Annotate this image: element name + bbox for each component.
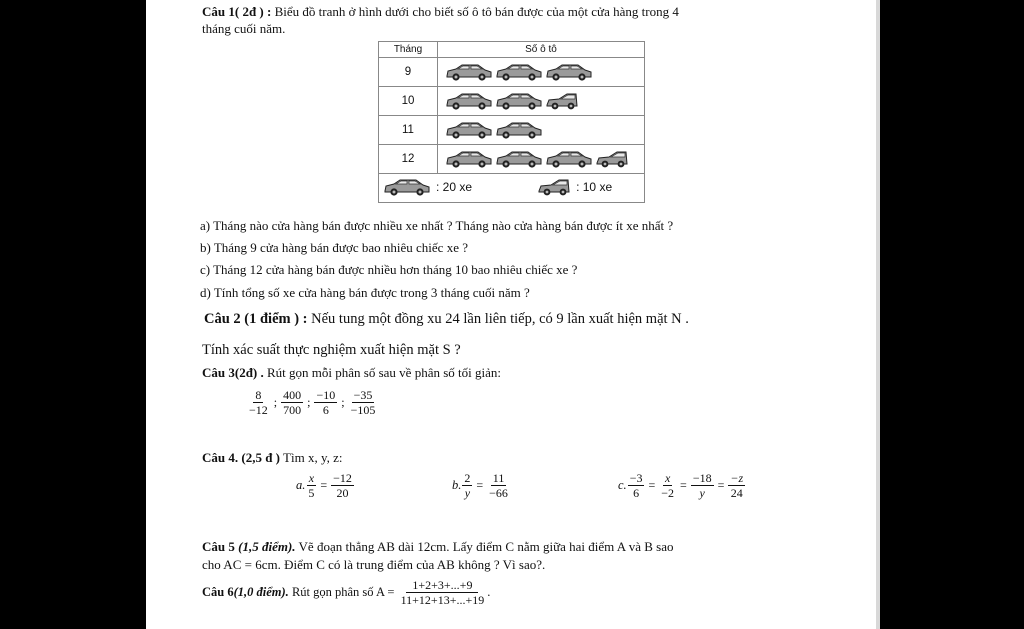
numerator: −z (730, 471, 744, 485)
denominator: 11+12+13+...+19 (400, 593, 485, 607)
half-car-icon (595, 149, 629, 169)
denominator: 5 (308, 486, 315, 500)
q4-c (618, 471, 746, 500)
chart-row (379, 145, 645, 174)
equals-sign: = (476, 478, 484, 492)
q6-points: (1,0 điểm). (233, 585, 289, 599)
chart-legend (379, 174, 645, 203)
q1-part-d: d) Tính tổng số xe cửa hàng bán được trong 3 tháng cuối năm ? (200, 285, 530, 300)
cars-cell (438, 87, 645, 116)
q3-line (202, 365, 501, 381)
numerator: −12 (333, 471, 352, 485)
numerator: −3 (629, 471, 643, 485)
denominator: −105 (350, 403, 376, 417)
numerator: −35 (353, 388, 373, 402)
car-icon (495, 91, 543, 111)
legend-full-label: : 20 xe (436, 179, 473, 194)
denominator: −66 (489, 486, 508, 500)
car-icon (445, 91, 493, 111)
car-icon (545, 62, 593, 82)
q2-text-1: Nếu tung một đồng xu 24 lần liên tiếp, có 9 lần xuất hiện mặt N . (307, 311, 689, 327)
month-cell: 12 (379, 145, 438, 174)
denominator: −2 (661, 486, 675, 500)
q5-heading: Câu 5 (202, 539, 235, 554)
col-cars-header: Số ô tô (438, 42, 645, 58)
q3-fractions (246, 388, 378, 417)
q1-part-b: b) Tháng 9 cửa hàng bán được bao nhiêu chiếc xe ? (200, 240, 468, 255)
numerator: 400 (283, 388, 302, 402)
cars-cell (438, 116, 645, 145)
numerator: 8 (255, 388, 262, 402)
numerator: −10 (316, 388, 336, 402)
equals-sign: = (717, 478, 725, 492)
q4-text: Tìm x, y, z: (280, 450, 343, 465)
denominator: −12 (249, 403, 268, 417)
fraction (314, 388, 337, 417)
denominator: 700 (283, 403, 302, 417)
fraction (691, 471, 714, 500)
car-icon (495, 149, 543, 169)
equals-sign: = (320, 478, 328, 492)
q2-heading: Câu 2 (1 điểm ) : (204, 311, 308, 327)
fraction (487, 471, 510, 500)
denominator: 6 (322, 403, 329, 417)
q1-heading: Câu 1( 2đ ) : (202, 4, 272, 19)
denominator: 24 (730, 486, 743, 500)
car-icon (495, 62, 543, 82)
q6-line (202, 578, 490, 607)
month-cell: 9 (379, 58, 438, 87)
numerator: 2 (464, 471, 471, 485)
cars-cell (438, 58, 645, 87)
q4-c-label: c. (618, 478, 627, 492)
chart-row (379, 58, 645, 87)
numerator: x (664, 471, 671, 485)
fraction (628, 471, 645, 500)
q4-a-label: a. (296, 478, 306, 492)
q4-a (296, 471, 355, 500)
denominator: 20 (336, 486, 349, 500)
car-icon (445, 120, 493, 140)
car-icon (545, 149, 593, 169)
numerator: 1+2+3+...+9 (406, 578, 478, 593)
q1-part-c: c) Tháng 12 cửa hàng bán được nhiều hơn tháng 10 bao nhiêu chiếc xe ? (200, 262, 578, 277)
q5-points: (1,5 điểm). (234, 539, 296, 554)
fraction (728, 471, 745, 500)
q4-b (452, 471, 511, 500)
q5-text-1: Vẽ đoạn thẳng AB dài 12cm. Lấy điểm C nằm giữa hai điểm A và B sao (295, 539, 674, 554)
q3-text: Rút gọn mỗi phân số sau về phân số tối giản: (263, 365, 501, 380)
car-icon (495, 120, 543, 140)
legend-half-label: : 10 xe (576, 179, 613, 194)
cars-cell (438, 145, 645, 174)
q2-line-1 (204, 311, 689, 327)
car-icon (445, 149, 493, 169)
document-page (146, 0, 876, 629)
chart-row (379, 116, 645, 145)
car-icon (383, 177, 431, 197)
q4-b-label: b. (452, 478, 462, 492)
numerator: 11 (492, 471, 505, 485)
q1-part-a: a) Tháng nào cửa hàng bán được nhiều xe nhất ? Tháng nào cửa hàng bán được ít xe nhất ? (200, 218, 674, 233)
equals-sign: = (680, 478, 687, 492)
car-icon (445, 62, 493, 82)
separator: ; (273, 395, 278, 409)
q1-text-2: tháng cuối năm. (202, 21, 286, 36)
separator: ; (307, 395, 311, 409)
month-cell: 10 (379, 87, 438, 116)
half-car-icon (537, 177, 571, 197)
denominator: y (464, 486, 471, 500)
car-picture-chart (378, 41, 645, 203)
denominator: 6 (633, 486, 640, 500)
q2-text-2: Tính xác suất thực nghiệm xuất hiện mặt S ? (202, 342, 461, 358)
fraction (306, 471, 316, 500)
page-edge (876, 0, 880, 629)
legend-half (537, 177, 612, 197)
col-month-header: Tháng (379, 42, 438, 58)
numerator: x (308, 471, 315, 485)
month-cell: 11 (379, 116, 438, 145)
q1-text-1: Biểu đồ tranh ở hình dưới cho biết số ô tô bán được của một cửa hàng trong 4 (271, 4, 679, 19)
separator: ; (341, 395, 345, 409)
legend-full (383, 177, 472, 197)
chart-row (379, 87, 645, 116)
fraction (331, 471, 354, 500)
q4-line (202, 450, 342, 466)
q6-end: . (487, 585, 491, 599)
fraction (659, 471, 676, 500)
q6-text: Rút gọn phân số A = (288, 585, 398, 599)
q1-line-1 (202, 4, 679, 20)
q5-line-1 (202, 539, 674, 555)
equals-sign: = (648, 478, 656, 492)
q6-heading: Câu 6 (202, 585, 234, 599)
q3-heading: Câu 3(2đ) . (202, 365, 264, 380)
fraction (247, 388, 270, 417)
half-car-icon (545, 91, 579, 111)
fraction (462, 471, 472, 500)
fraction (281, 388, 303, 417)
denominator: y (699, 486, 705, 500)
fraction (399, 578, 487, 607)
q4-heading: Câu 4. (2,5 đ ) (202, 450, 281, 465)
fraction (349, 388, 378, 417)
q5-text-2: cho AC = 6cm. Điểm C có là trung điểm của AB không ? Vì sao?. (202, 557, 546, 572)
numerator: −18 (692, 471, 712, 485)
